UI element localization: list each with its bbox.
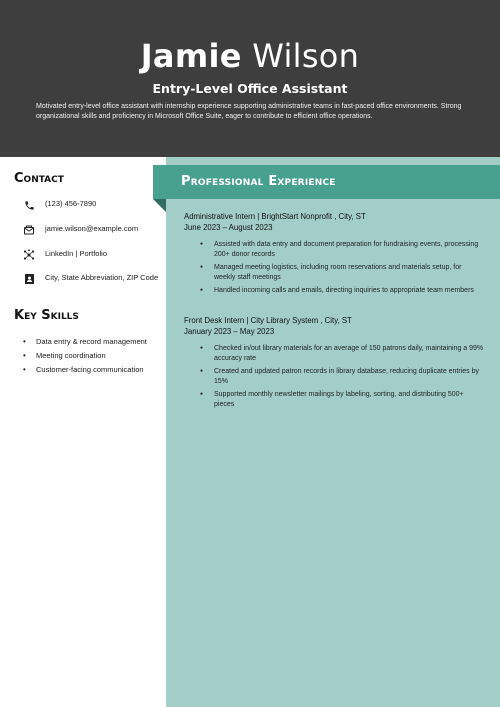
job-bullets [200,344,484,409]
job-bullet: ● Handled incoming calls and emails, directing inquiries to appropriate team members [200,286,484,296]
first-name: Jamie [140,37,242,75]
email-address[interactable]: jamie.wilson@example.com [45,224,139,233]
job-bullet: ● Created and updated patron records in library database, reducing duplicate entries by 15% [200,367,484,386]
skill-item: • Meeting coordination [22,351,162,361]
resume-header [0,0,500,157]
job-entry [184,212,484,300]
profile-links[interactable]: LinkedIn | Portfolio [45,249,107,258]
phone-icon [20,198,38,212]
contact-links [20,249,160,262]
job-entry [184,316,484,413]
candidate-name [0,36,500,76]
job-bullets [200,240,484,296]
address: City, State Abbreviation, ZIP Code [45,273,159,282]
job-dates: June 2023 – August 2023 [184,223,273,232]
contact-heading: Contact [14,171,64,186]
last-name: Wilson [252,37,360,75]
job-bullet: ● Checked in/out library materials for an average of 150 patrons daily, maintaining a 99% accuracy rate [200,344,484,363]
job-header: Administrative Intern | BrightStart Nonprofit , City, ST [184,212,366,221]
skills-list [22,337,162,379]
professional-summary: Motivated entry-level office assistant with internship experience supporting administrative teams in fast-paced office environments. Strong organizational skills and proficiency in Microsoft Office Suite, eager to contribute to efficient office operations. [36,103,462,120]
job-dates: January 2023 – May 2023 [184,327,275,336]
job-bullet: ● Supported monthly newsletter mailings by labeling, sorting, and distributing 500+ pieces [200,390,484,409]
job-title: Entry-Level Office Assistant [152,81,348,96]
job-bullet: ● Assisted with data entry and document preparation for fundraising events, processing 200+ donor records [200,240,484,259]
skill-item: • Customer-facing communication [22,365,162,375]
job-header: Front Desk Intern | City Library System , City, ST [184,316,352,325]
address-card-icon [20,272,38,286]
email-icon [20,223,38,237]
skills-heading: Key Skills [14,308,79,323]
contact-phone [20,199,160,212]
experience-heading: Professional Experience [181,174,336,189]
skill-item: • Data entry & record management [22,337,162,347]
job-bullet: ● Managed meeting logistics, including room reservations and materials setup, for weekly staff meetings [200,263,484,282]
contact-address [20,273,160,286]
phone-number: (123) 456-7890 [45,199,97,208]
network-icon [20,248,38,262]
contact-email [20,224,160,237]
